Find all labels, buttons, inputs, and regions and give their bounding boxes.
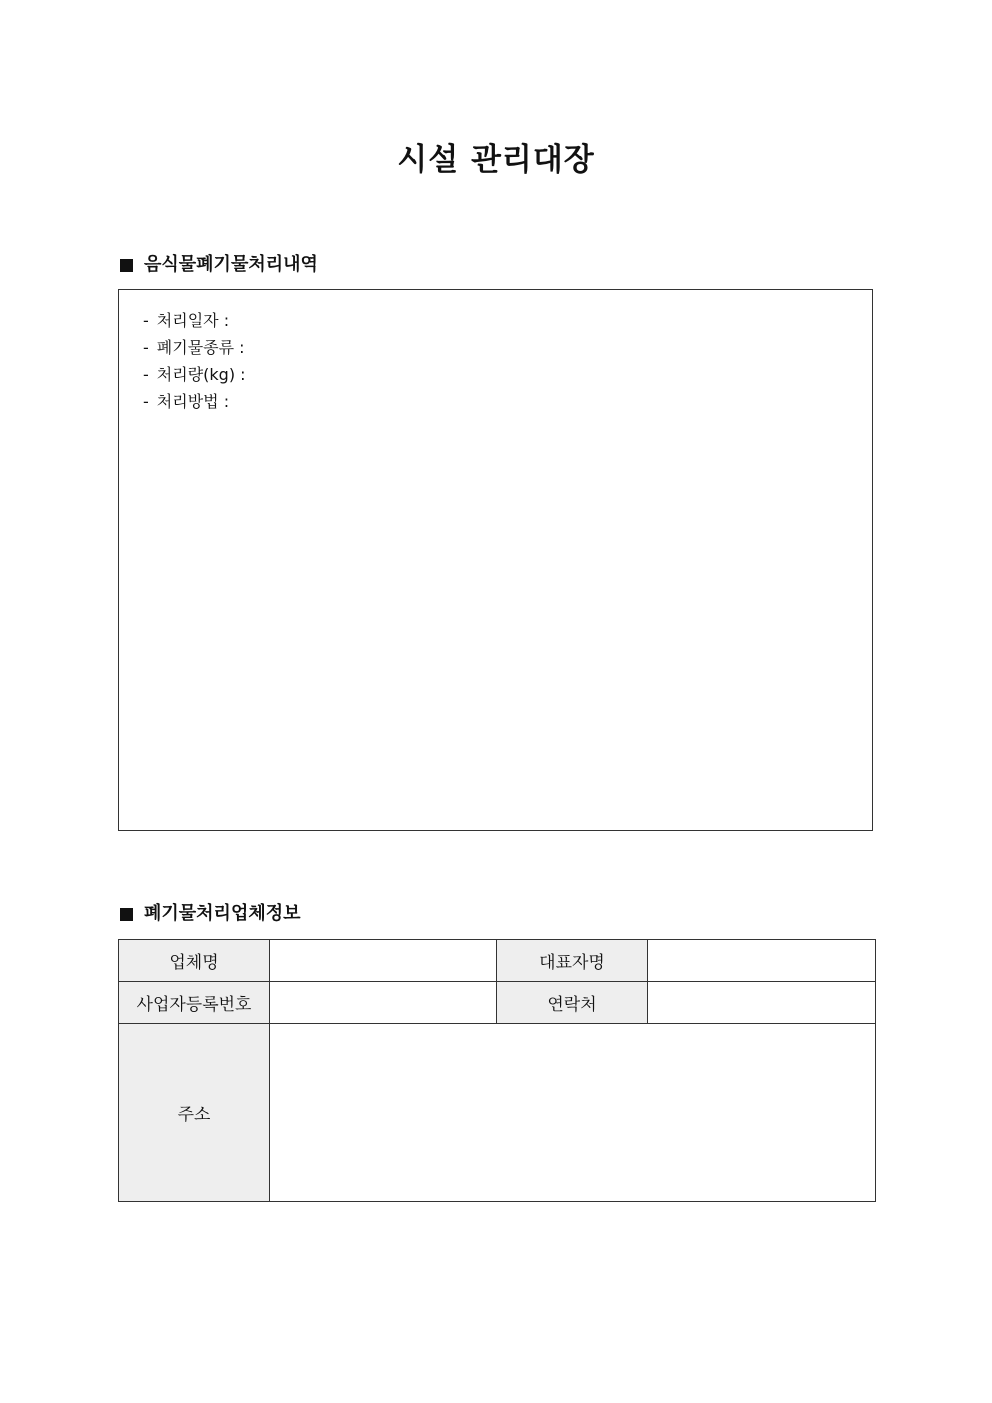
- table-row: [119, 982, 876, 1024]
- company-name-label: 업체명: [119, 940, 270, 982]
- field-label: 폐기물종류: [156, 338, 235, 357]
- section-heading-food-waste: [118, 253, 318, 277]
- record-field-date: [143, 307, 872, 334]
- representative-name-label: 대표자명: [497, 940, 648, 982]
- list-dash: -: [143, 338, 149, 357]
- company-name-cell[interactable]: [270, 940, 497, 982]
- table-row: [119, 940, 876, 982]
- company-info-table: [118, 939, 876, 1202]
- record-field-list: [119, 290, 872, 415]
- field-colon: :: [239, 338, 245, 357]
- field-colon: :: [240, 365, 246, 384]
- business-number-cell[interactable]: [270, 982, 497, 1024]
- document-title: 시설 관리대장: [397, 142, 595, 178]
- address-cell[interactable]: [270, 1024, 876, 1202]
- square-bullet-icon: [120, 259, 133, 272]
- record-field-waste-type: [143, 334, 872, 361]
- food-waste-record-box[interactable]: [118, 289, 873, 831]
- square-bullet-icon: [120, 908, 133, 921]
- list-dash: -: [143, 365, 149, 384]
- record-field-amount: [143, 361, 872, 388]
- field-colon: :: [223, 392, 230, 411]
- record-field-method: [143, 388, 872, 415]
- field-label: 처리일자: [156, 311, 219, 330]
- list-dash: -: [143, 392, 149, 411]
- section-heading-label: 폐기물처리업체정보: [144, 903, 301, 924]
- table-row: [119, 1024, 876, 1202]
- field-label: 처리방법: [156, 392, 219, 411]
- list-dash: -: [143, 311, 149, 330]
- contact-label: 연락처: [497, 982, 648, 1024]
- section-heading-company-info: [118, 902, 301, 926]
- field-label: 처리량(kg): [156, 365, 236, 384]
- contact-cell[interactable]: [648, 982, 876, 1024]
- section-heading-label: 음식물폐기물처리내역: [144, 254, 318, 275]
- business-number-label: 사업자등록번호: [119, 982, 270, 1024]
- field-colon: :: [223, 311, 230, 330]
- representative-name-cell[interactable]: [648, 940, 876, 982]
- address-label: 주소: [119, 1024, 270, 1202]
